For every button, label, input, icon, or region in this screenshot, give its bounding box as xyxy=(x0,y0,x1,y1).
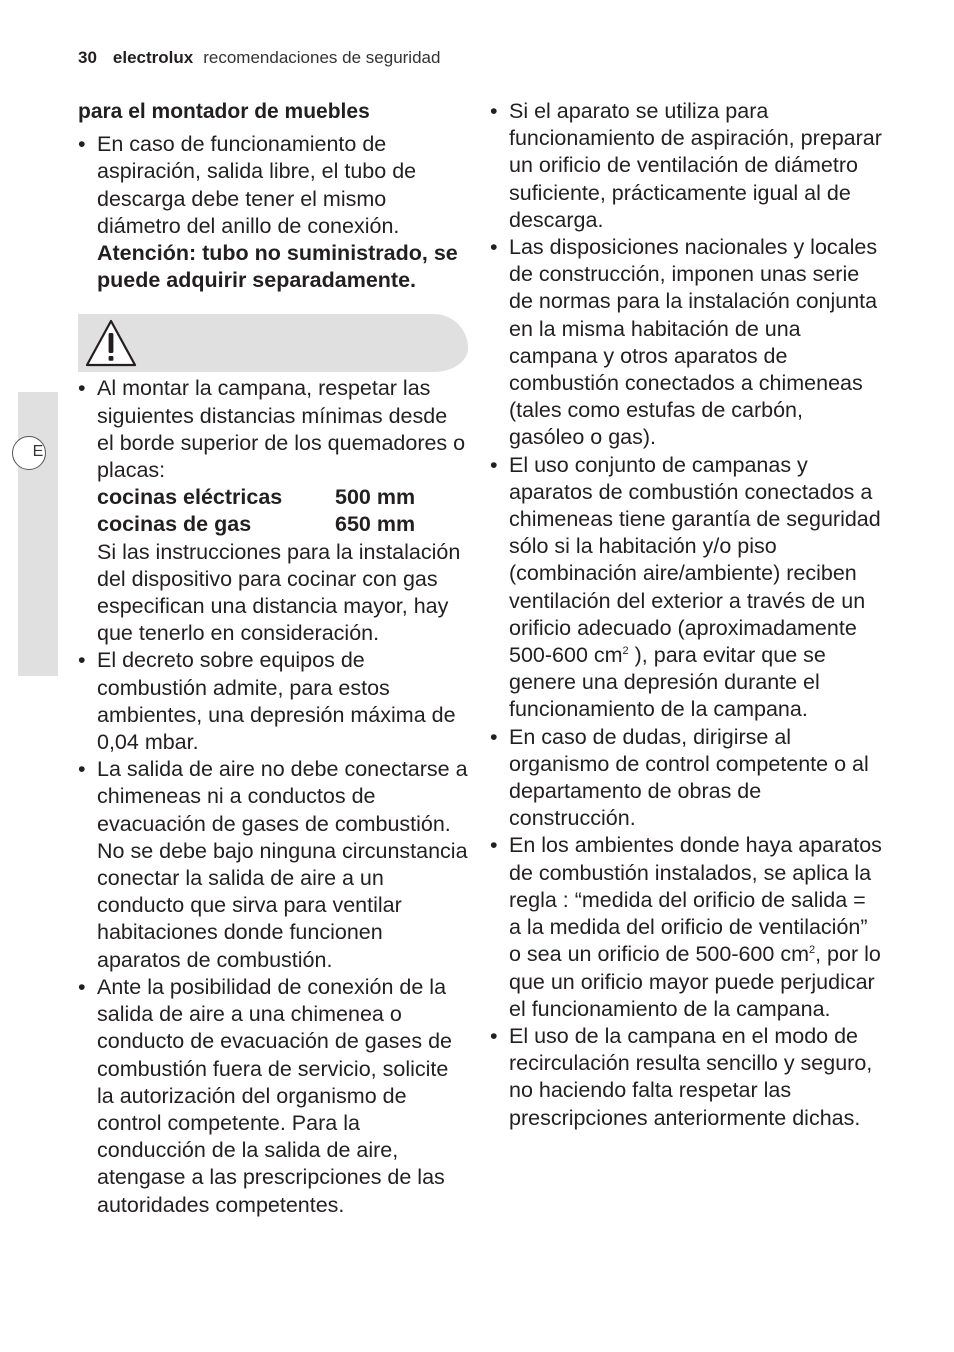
item-text: , por lo que un orificio mayor puede perjudicar el funcionamiento de la campana. xyxy=(509,942,881,1021)
right-bullet-list xyxy=(490,98,882,1132)
list-item xyxy=(490,452,882,724)
right-column xyxy=(490,98,882,1132)
item-text: Al montar la campana, respetar las siguientes distancias mínimas desde el borde superior de los quemadores o placas: xyxy=(97,376,466,483)
section-title: recomendaciones de seguridad xyxy=(203,48,441,67)
distance-row-electric xyxy=(97,484,468,511)
distance-label: cocinas eléctricas xyxy=(97,485,283,510)
superscript: 2 xyxy=(808,944,816,957)
left-bullet-list-2 xyxy=(78,375,468,1218)
distance-value: 650 mm xyxy=(335,512,416,537)
left-bullet-list xyxy=(78,131,468,294)
language-side-tab xyxy=(18,392,58,676)
distance-row-gas xyxy=(97,511,468,538)
section-heading: para el montador de muebles xyxy=(78,100,370,123)
warning-banner xyxy=(78,314,468,372)
warning-triangle-icon xyxy=(84,318,138,368)
distance-value: 500 mm xyxy=(335,485,416,510)
item-note: Si las instrucciones para la instalación del dispositivo para cocinar con gas especifican una distancia mayor, hay que tenerlo en consideración. xyxy=(97,539,461,646)
list-item xyxy=(78,375,468,647)
list-item: • Si el aparato se utiliza para funcionamiento de aspiración, preparar un orificio de ventilación de diámetro suficiente, prácticamente igual al de descarga. xyxy=(490,98,882,234)
list-item xyxy=(490,832,882,1022)
list-item: • En caso de dudas, dirigirse al organismo de control competente o al departamento de obras de construcción. xyxy=(490,724,882,833)
page-number: 30 xyxy=(78,48,97,67)
list-item: • Las disposiciones nacionales y locales de construcción, imponen unas serie de normas para la instalación conjunta en la misma habitación de una campana y otros aparatos de combustión conectados a chimeneas (tales como estufas de carbón, gasóleo o gas). xyxy=(490,234,882,452)
list-item: • Ante la posibilidad de conexión de la salida de aire a una chimenea o conducto de evacuación de gases de combustión fuera de servicio, solicite la autorización del organismo de control competente. Para la conducción de la salida de aire, atengase a las prescripciones de las autoridades competentes. xyxy=(78,974,468,1219)
attention-note: Atención: tubo no suministrado, se puede adquirir separadamente. xyxy=(97,241,458,293)
item-text: En los ambientes donde haya aparatos de combustión instalados, se aplica la regla : “medida del orificio de salida = a la medida del orificio de ventilación” o sea un orificio de 500-600 cm xyxy=(509,833,882,967)
left-column xyxy=(78,98,468,1219)
superscript: 2 xyxy=(622,644,629,657)
item-text: El uso conjunto de campanas y aparatos de combustión conectados a chimeneas tiene garantía de seguridad sólo si la habitación y/o piso (combinación aire/ambiente) reciben ventilación del exterior a través de un orificio adecuado (aproximadamente 500-600 cm xyxy=(509,452,881,668)
item-text: ), para evitar que se genere una depresión durante el funcionamiento de la campana. xyxy=(509,643,826,722)
list-item xyxy=(78,131,468,294)
list-item: • La salida de aire no debe conectarse a chimeneas ni a conductos de evacuación de gases de combustión. No se debe bajo ninguna circunstancia conectar la salida de aire a un conducto que sirva para ventilar habitaciones donde funcionen aparatos de combustión. xyxy=(78,756,468,974)
list-item: • El decreto sobre equipos de combustión admite, para estos ambientes, una depresión máxima de 0,04 mbar. xyxy=(78,647,468,756)
list-item: • El uso de la campana en el modo de recirculación resulta sencillo y seguro, no haciendo falta respetar las prescripciones anteriormente dichas. xyxy=(490,1023,882,1132)
brand-name: electrolux xyxy=(112,48,194,67)
page-header xyxy=(78,48,440,68)
item-text: En caso de funcionamiento de aspiración, salida libre, el tubo de descarga debe tener el mismo diámetro del anillo de conexión. xyxy=(97,132,417,238)
distance-label: cocinas de gas xyxy=(97,512,252,537)
language-tab-label: E xyxy=(32,443,44,460)
